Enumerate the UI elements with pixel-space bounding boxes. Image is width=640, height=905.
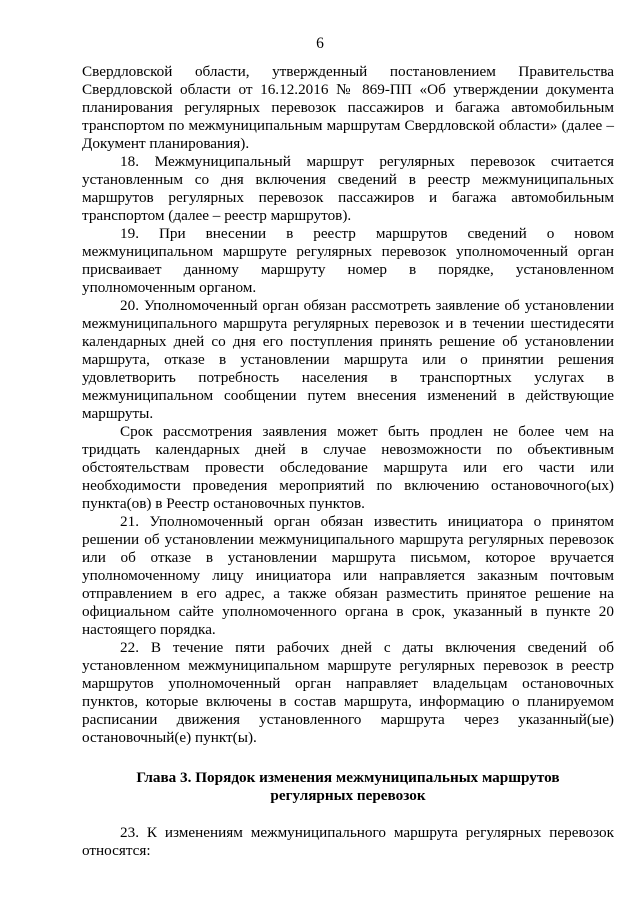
paragraph-20-term: Срок рассмотрения заявления может быть продлен не более чем на тридцать календарных дней в случае невозможности по объективным обстоятельствам провести обследование маршрута или его части или необходимости проведения мероприятий по включению остановочного(ых) пункта(ов) в Реестр остановочных пунктов.: [82, 423, 614, 512]
chapter-heading-line1: Глава 3. Порядок изменения межмуниципальных маршрутов: [136, 769, 560, 786]
paragraph-18: 18. Межмуниципальный маршрут регулярных перевозок считается установленным со дня включения сведений в реестр межмуниципальных маршрутов регулярных перевозок пассажиров и багажа автомобильным транспортом (далее – реестр маршрутов).: [82, 153, 614, 224]
document-body: [82, 63, 614, 860]
paragraph-19: 19. При внесении в реестр маршрутов сведений о новом межмуниципальном маршруте регулярных перевозок уполномоченный орган присваивает данному маршруту номер в порядке, установленном уполномоченным органом.: [82, 225, 614, 296]
paragraph-22: 22. В течение пяти рабочих дней с даты включения сведений об установленном межмуниципальном маршруте регулярных перевозок в реестр маршрутов уполномоченный орган направляет владельцам остановочных пунктов, которые включены в состав маршрута, информацию о планируемом расписании движения установленного маршрута через указанный(ые) остановочный(е) пункт(ы).: [82, 639, 614, 746]
paragraph-23: 23. К изменениям межмуниципального маршрута регулярных перевозок относятся:: [82, 824, 614, 859]
paragraph-21: 21. Уполномоченный орган обязан известить инициатора о принятом решении об установлении межмуниципального маршрута регулярных перевозок или об отказе в установлении маршрута письмом, которое вручается уполномоченному лицу инициатора или направляется заказным почтовым отправлением в его адрес, а также обязан разместить принятое решение на официальном сайте уполномоченного органа в срок, указанный в пункте 20 настоящего порядка.: [82, 513, 614, 638]
chapter-heading: [82, 769, 614, 805]
page-number: 6: [316, 35, 324, 52]
chapter-heading-line2: регулярных перевозок: [270, 787, 426, 804]
paragraph-continuation: Свердловской области, утвержденный постановлением Правительства Свердловской области от 16.12.2016 № 869-ПП «Об утверждении документа планирования регулярных перевозок пассажиров и багажа автомобильным транспортом по межмуниципальным маршрутам Свердловской области» (далее – Документ планирования).: [82, 63, 614, 152]
paragraph-20: 20. Уполномоченный орган обязан рассмотреть заявление об установлении межмуниципального маршрута регулярных перевозок и в течении шестидесяти календарных дней со дня его поступления принять решение об установлении маршрута, отказе в установлении маршрута или о принятии решения удовлетворить потребность населения в транспортных услугах в межмуниципальном сообщении путем внесения изменений в действующие маршруты.: [82, 297, 614, 422]
